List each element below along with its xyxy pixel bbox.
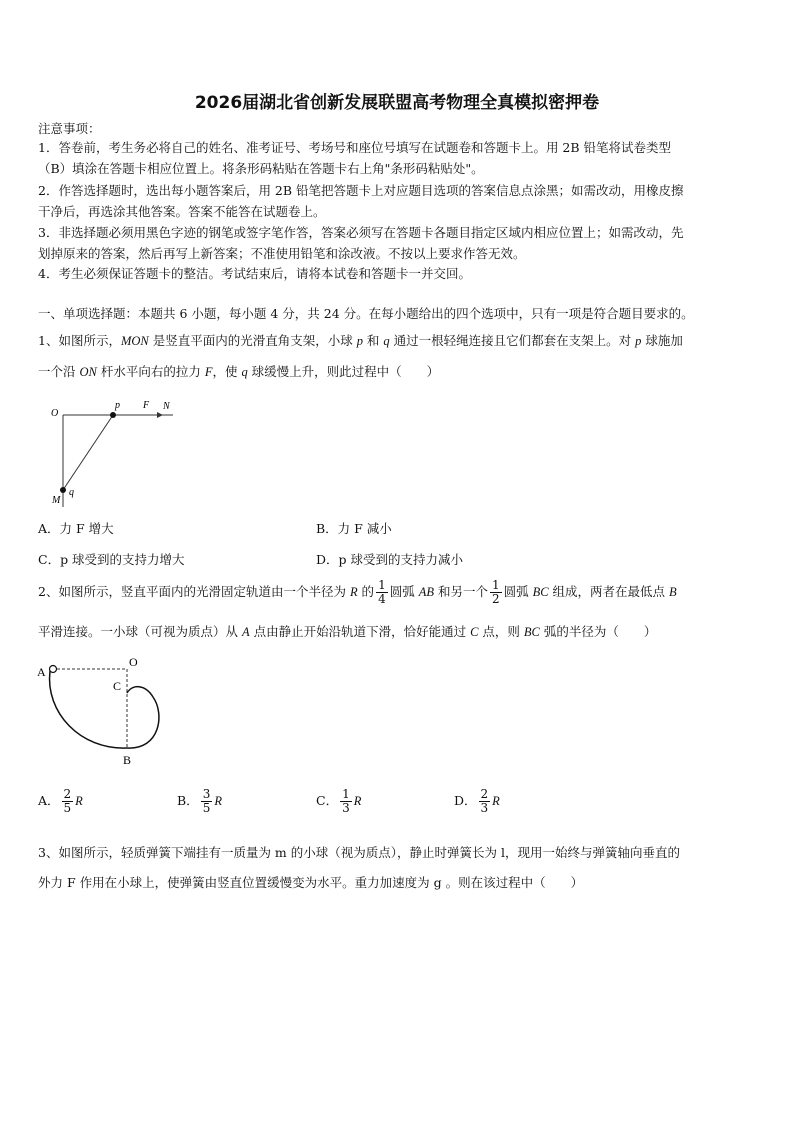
- label-p: p: [115, 400, 120, 411]
- fraction: $\frac{2}{5}$: [63, 787, 72, 815]
- label-a: A: [37, 665, 46, 679]
- notice-line: （B）填涂在答题卡相应位置上。将条形码粘贴在答题卡右上角"条形码粘贴处"。: [38, 161, 484, 176]
- question-2-figure: [35, 652, 175, 772]
- notice-line: 干净后，再选涂其他答案。答案不能答在试题卷上。: [38, 204, 326, 219]
- option-c[interactable]: C．p 球受到的支持力增大: [38, 552, 185, 567]
- fraction-quarter: $\frac{1}{4}$: [378, 578, 386, 606]
- option-c[interactable]: C． $\frac{1}{3}$ R: [316, 787, 362, 815]
- notice-line: 3．非选择题必须用黑色字迹的钢笔或签字笔作答，答案必须写在答题卡各题目指定区域内相应位置上；如需改动，先: [38, 225, 684, 240]
- option-d[interactable]: D．p 球受到的支持力减小: [316, 552, 463, 567]
- ball-q: [60, 487, 66, 493]
- option-b[interactable]: B． $\frac{3}{5}$ R: [177, 787, 222, 815]
- label-f: F: [143, 400, 150, 411]
- label-b: B: [123, 753, 132, 767]
- label-q: q: [69, 487, 74, 498]
- label-m: M: [52, 495, 61, 506]
- arc-bc: [127, 687, 159, 748]
- notice-heading: 注意事项：: [38, 121, 101, 136]
- fraction-half: $\frac{1}{2}$: [491, 578, 500, 606]
- label-o: O: [51, 408, 59, 419]
- arrow-head-icon: [157, 412, 163, 418]
- question-1-figure: [45, 395, 185, 515]
- notice-line: 2．作答选择题时，选出每小题答案后，用 2B 铅笔把答题卡上对应题目选项的答案信息点涂黑；如需改动，用橡皮擦: [38, 183, 684, 198]
- question-3-line-1: 3、如图所示，轻质弹簧下端挂有一质量为 m 的小球（视为质点），静止时弹簧长为 l，现用一始终与弹簧轴向垂直的: [38, 845, 680, 860]
- ball-p: [110, 412, 116, 418]
- section-heading: 一、单项选择题：本题共 6 小题，每小题 4 分，共 24 分。在每小题给出的四个选项中，只有一项是符合题目要求的。: [38, 306, 694, 321]
- question-2-line-2: 平滑连接。一小球（可视为质点）从 A 点由静止开始沿轨道下滑，恰好能通过 C 点，则 BC 弧的半径为（ ）: [38, 624, 657, 639]
- notice-line: 划掉原来的答案，然后再写上新答案；不准使用铅笔和涂改液。不按以上要求作答无效。: [38, 246, 526, 261]
- question-2-line-1: 2、如图所示，竖直平面内的光滑固定轨道由一个半径为 R 的 $\frac{1}{4}$ 圆弧 AB 和另一个 $\frac{1}{2}$ 圆弧 BC 组成，两者在最低点 B: [38, 578, 677, 606]
- fraction: $\frac{2}{3}$: [480, 787, 489, 815]
- label-n: N: [163, 401, 170, 412]
- rope: [63, 415, 113, 490]
- option-a[interactable]: A． $\frac{2}{5}$ R: [38, 787, 83, 815]
- fraction: $\frac{1}{3}$: [342, 787, 350, 815]
- label-o: O: [129, 655, 138, 669]
- question-1-line-2: 一个沿 ON 杆水平向右的拉力 F，使 q 球缓慢上升，则此过程中（ ）: [38, 364, 440, 379]
- small-ball: [50, 666, 57, 673]
- option-a[interactable]: A．力 F 增大: [38, 521, 114, 536]
- option-d[interactable]: D． $\frac{2}{3}$ R: [454, 787, 500, 815]
- label-c: C: [113, 679, 122, 693]
- notice-line: 4．考生必须保证答题卡的整洁。考试结束后，请将本试卷和答题卡一并交回。: [38, 266, 471, 281]
- notice-line: 1．答卷前，考生务必将自己的姓名、准考证号、考场号和座位号填写在试题卷和答题卡上。用 2B 铅笔将试卷类型: [38, 140, 672, 155]
- page-title: 2026届湖北省创新发展联盟高考物理全真模拟密押卷: [194, 93, 600, 113]
- question-1-line-1: 1、如图所示，MON 是竖直平面内的光滑直角支架，小球 p 和 q 通过一根轻绳连接且它们都套在支架上。对 p 球施加: [38, 333, 683, 348]
- question-3-line-2: 外力 F 作用在小球上，使弹簧由竖直位置缓慢变为水平。重力加速度为 g 。则在该过程中（ ）: [38, 875, 584, 890]
- fraction: $\frac{3}{5}$: [202, 787, 211, 815]
- option-b[interactable]: B．力 F 减小: [316, 521, 392, 536]
